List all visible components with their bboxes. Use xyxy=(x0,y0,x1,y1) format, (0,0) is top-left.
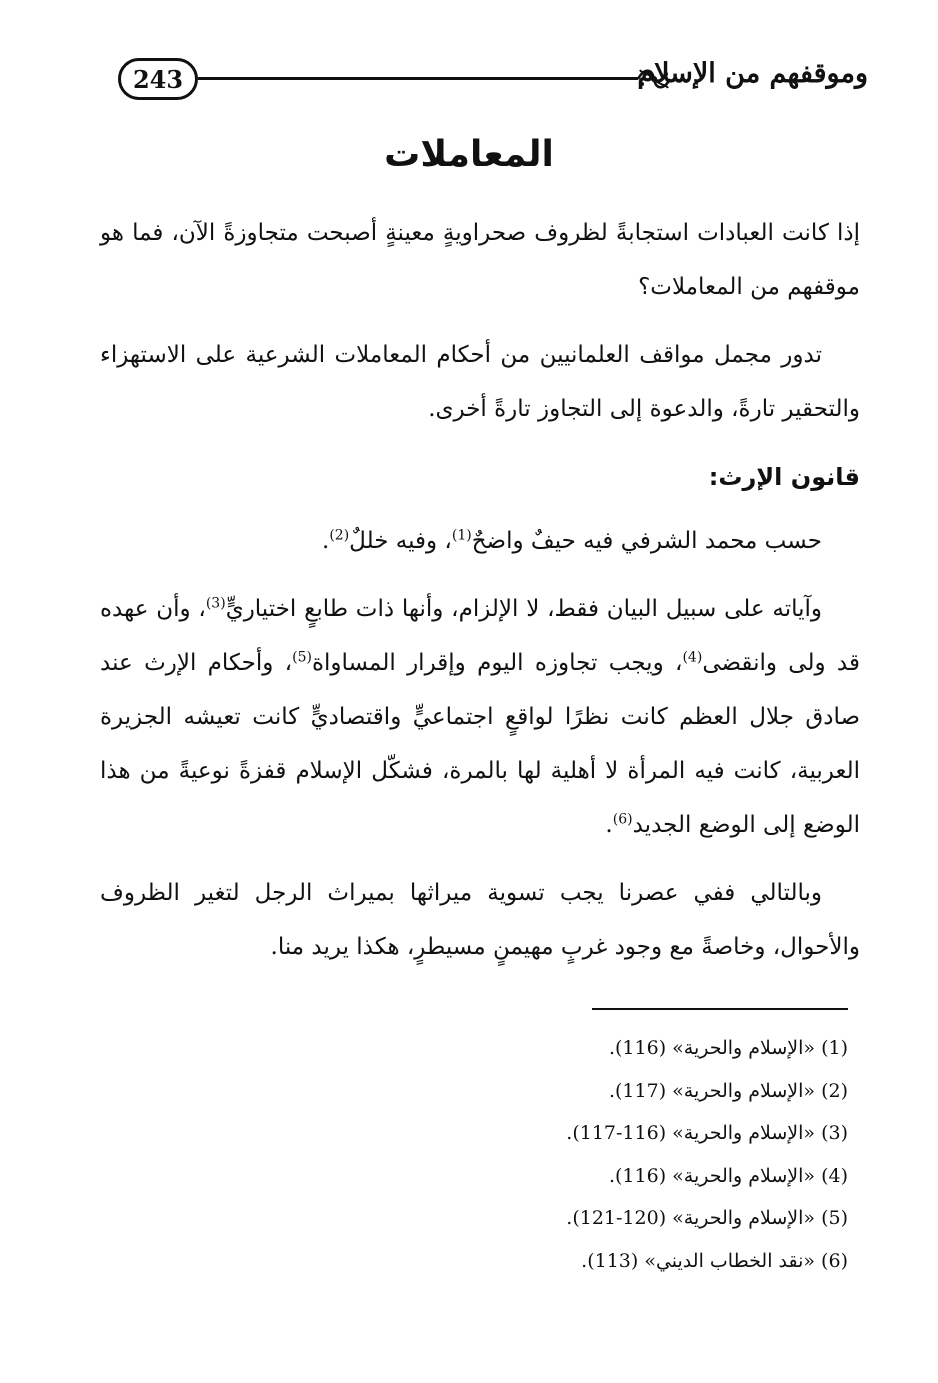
footnote-separator xyxy=(592,1008,848,1010)
body-text xyxy=(100,206,860,988)
footnote-4: (4) «الإسلام والحرية» (116). xyxy=(608,1164,848,1187)
paragraph-3-text-b: ، وفيه خللٌ xyxy=(349,528,452,554)
paragraph-4-text-a: وآياته على سبيل البيان فقط، لا الإلزام، وأنها ذات طابعٍ اختياريٍّ xyxy=(225,596,822,622)
footnote-ref-2: (2) xyxy=(329,527,350,544)
footnote-1: (1) «الإسلام والحرية» (116). xyxy=(608,1037,848,1059)
paragraph-5: وبالتالي ففي عصرنا يجب تسوية ميراثها بميراث الرجل لتغير الظروف والأحوال، وخاصةً مع وجود غربٍ مهيمنٍ مسيطرٍ، هكذا يريد منا. xyxy=(100,880,860,960)
paragraph-2: تدور مجمل مواقف العلمانيين من أحكام المعاملات الشرعية على الاستهزاء والتحقير تارةً، والدعوة إلى التجاوز تارةً أخرى. xyxy=(100,342,860,422)
paragraph-4-text-e: . xyxy=(605,812,613,838)
paragraph-3-text-c: . xyxy=(322,528,330,554)
footnote-2: (2) «الإسلام والحرية» (117). xyxy=(608,1079,848,1102)
paragraph-4 xyxy=(100,582,860,852)
paragraph-4-text-d: ، وأحكام الإرث عند صادق جلال العظم كانت نظرًا لواقعٍ اجتماعيٍّ واقتصاديٍّ كانت تعيشه الجزيرة العربية، كانت فيه المرأة لا أهلية لها بالمرة، فشكّل الإسلام قفزةً نوعيةً من هذا الوضع إلى الوضع الجديد xyxy=(100,650,860,838)
header-rule xyxy=(198,77,638,80)
footnote-6: (6) «نقد الخطاب الديني» (113). xyxy=(581,1249,848,1272)
paragraph-4-text-c: ، ويجب تجاوزه اليوم وإقرار المساواة xyxy=(311,650,683,676)
chapter-title: المعاملات xyxy=(384,134,554,175)
footnotes xyxy=(428,1027,848,1282)
section-heading: قانون الإرث: xyxy=(708,463,860,491)
footnote-ref-1: (1) xyxy=(451,527,472,544)
footnote-ref-5: (5) xyxy=(292,649,312,666)
paragraph-4-text-b: ، وأن عهده قد ولى وانقضى xyxy=(100,596,860,676)
page-header xyxy=(118,58,868,110)
footnote-ref-4: (4) xyxy=(682,649,703,666)
footnote-3: (3) «الإسلام والحرية» (116-117). xyxy=(566,1122,848,1144)
paragraph-3-text-a: حسب محمد الشرفي فيه حيفٌ واضحٌ xyxy=(471,528,822,554)
paragraph-3 xyxy=(100,514,860,568)
footnote-ref-6: (6) xyxy=(612,811,633,828)
footnote-5: (5) «الإسلام والحرية» (120-121). xyxy=(566,1207,848,1229)
page-number: 243 xyxy=(118,58,198,100)
running-title: وموقفهم من الإسلام xyxy=(637,58,868,89)
footnote-ref-3: (3) xyxy=(205,595,226,612)
paragraph-1: إذا كانت العبادات استجابةً لظروف صحراويةٍ معينةٍ أصبحت متجاوزةً الآن، فما هو موقفهم من المعاملات؟ xyxy=(100,220,860,300)
